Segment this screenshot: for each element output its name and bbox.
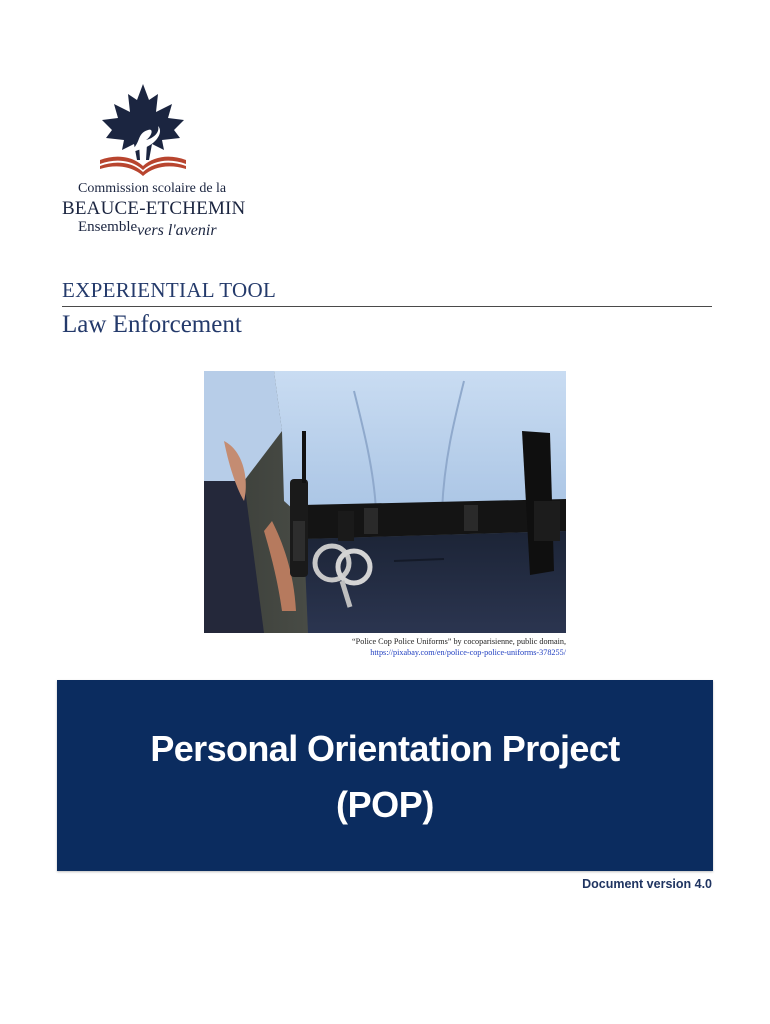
document-acronym: (POP) [335,784,434,825]
organization-name-line2: BEAUCE-ETCHEMIN [62,198,246,219]
page-subtitle: Law Enforcement [62,311,242,338]
organization-logo [62,80,282,240]
photo-source-link[interactable]: https://pixabay.com/en/police-cop-police-uniforms-378255/ [370,648,566,657]
organization-tagline [78,218,217,239]
organization-name-line1: Commission scolaire de la [78,181,227,196]
section-kicker: EXPERIENTIAL TOOL [62,278,712,307]
police-uniform-image [204,371,566,633]
document-version: Document version 4.0 [582,877,712,891]
tagline-part1: Ensemble [78,219,138,235]
document-heading [62,278,712,339]
tagline-part2: vers l'avenir [137,222,217,239]
maple-leaf-book-icon [92,80,194,180]
photo-credit: “Police Cop Police Uniforms” by cocoparisienne, public domain, [352,637,566,646]
document-title: Personal Orientation Project [150,728,620,769]
photo-caption [204,636,566,658]
title-banner [57,680,713,871]
police-uniform-photo [204,371,566,633]
